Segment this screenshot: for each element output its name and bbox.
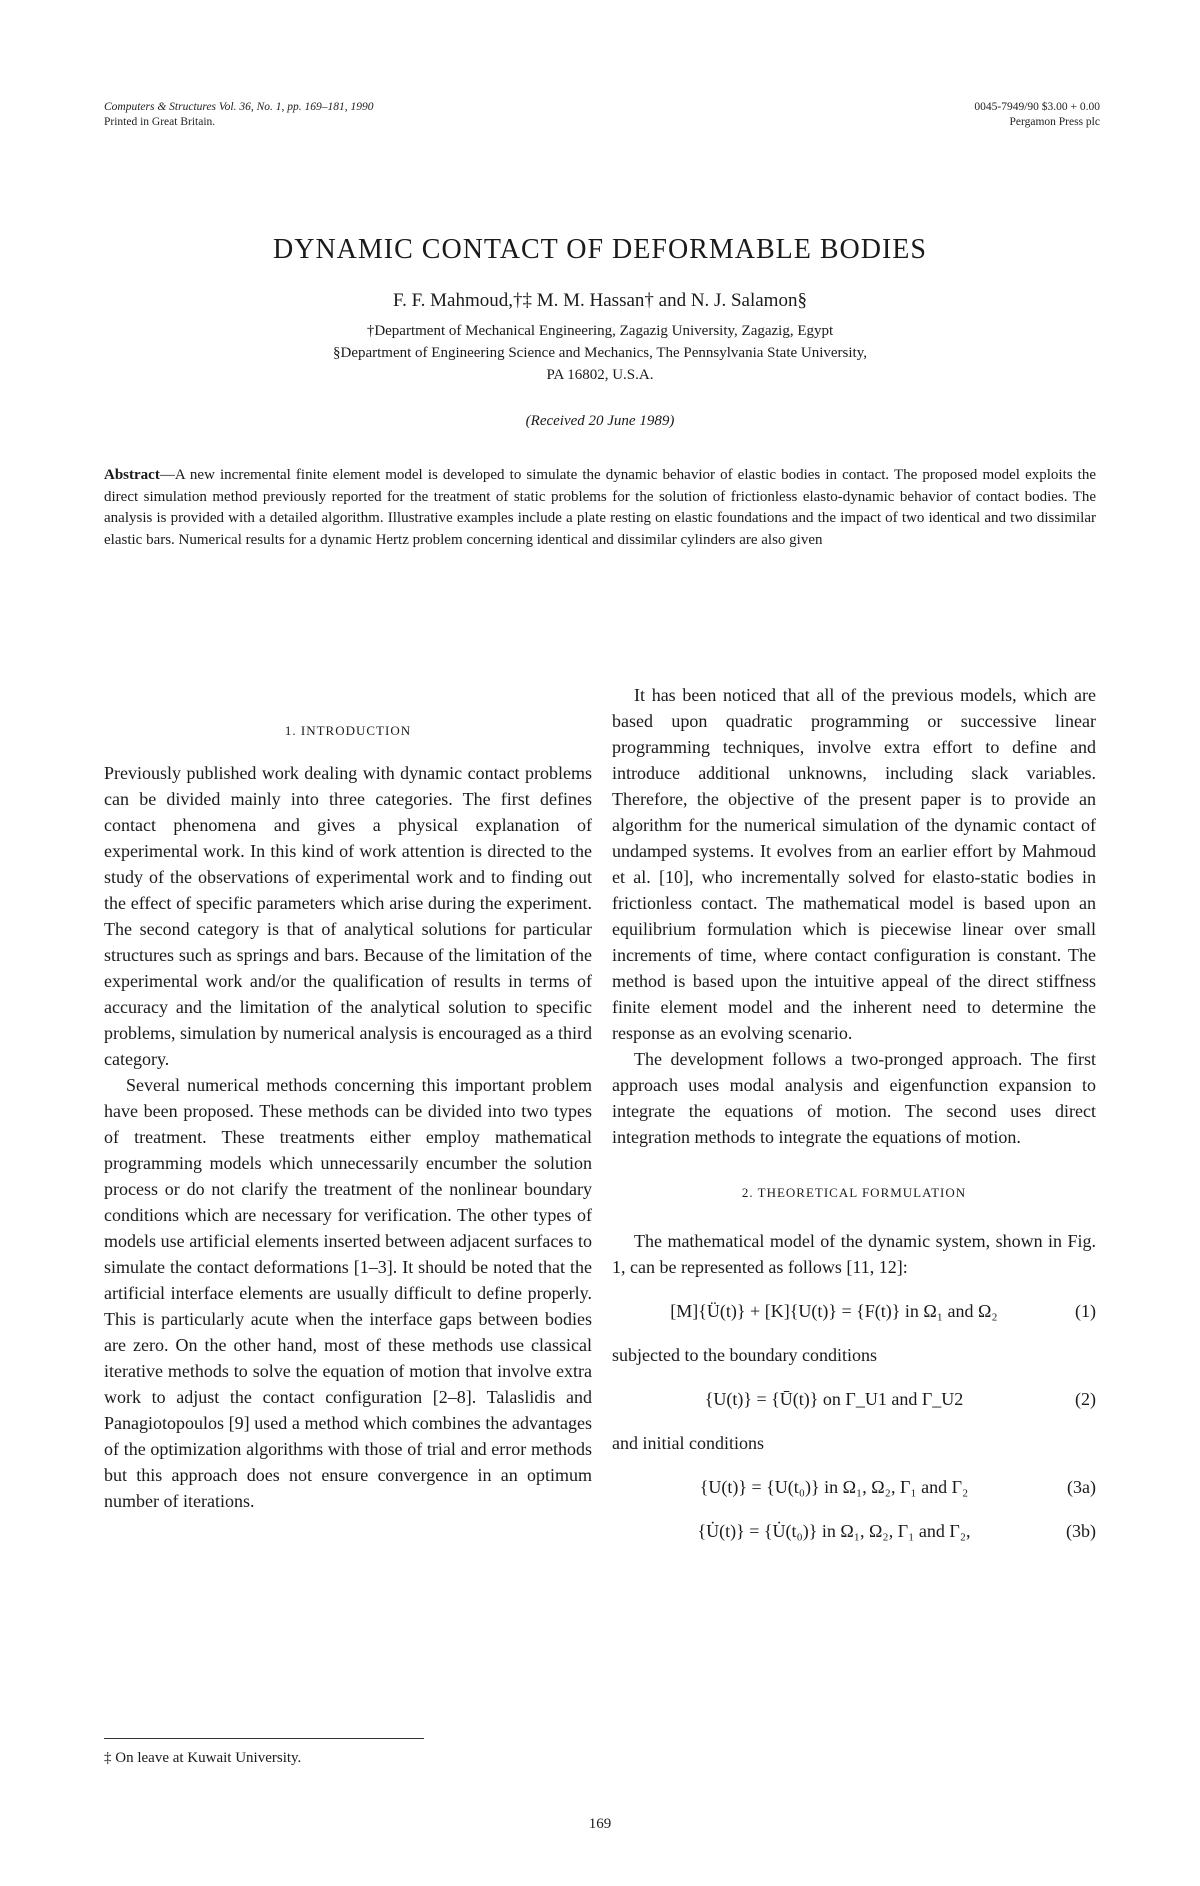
journal-citation: Computers & Structures Vol. 36, No. 1, pp. 169–181, 1990 [104,101,374,113]
equation-1 [612,1298,1096,1324]
paper-title: DYNAMIC CONTACT OF DEFORMABLE BODIES [273,234,927,265]
affiliation-1: †Department of Mechanical Engineering, Zagazig University, Zagazig, Egypt [366,323,834,339]
formulation-paragraph-2: subjected to the boundary conditions [612,1345,877,1365]
intro-paragraph-4: The development follows a two-pronged approach. The first approach uses modal analysis and eigenfunction expansion to integrate the equations of motion. The second uses direct integration methods to integrate the equations of motion. [612,1049,1096,1147]
equation-3b [612,1518,1096,1544]
footnote-divider [104,1738,424,1739]
equation-3b-body: {U̇(t)} = {U̇(t₀)} in Ω₁, Ω₂, Γ₁ and Γ₂, [697,1521,971,1541]
publisher: Pergamon Press plc [1009,116,1100,128]
abstract [104,465,1096,551]
equation-3a [612,1474,1096,1500]
affiliations [0,320,1200,386]
formulation-paragraph-1: The mathematical model of the dynamic system, shown in Fig. 1, can be represented as follows [11, 12]: [612,1231,1096,1277]
intro-paragraph-3: It has been noticed that all of the previous models, which are based upon quadratic programming or successive linear programming techniques, involve extra effort to define and introduce additional unknowns, including slack variables. Therefore, the objective of the present paper is to provide an algorithm for the numerical simulation of the dynamic contact of undamped systems. It evolves from an earlier effort by Mahmoud et al. [10], who incrementally solved for elasto-static bodies in frictionless contact. The mathematical model is based upon an equilibrium formulation which is piecewise linear over small increments of time, where contact configuration is constant. The method is based upon the intuitive appeal of the direct stiffness finite element model and the inherent need to determine the response as an evolving scenario. [612,685,1096,1043]
received-date: (Received 20 June 1989) [525,413,675,429]
abstract-text: —A new incremental finite element model is developed to simulate the dynamic behavior of elastic bodies in contact. The proposed model exploits the direct simulation method previously reported for the treatment of static problems for the solution of frictionless elasto-dynamic behavior of contact bodies. The analysis is provided with a detailed algorithm. Illustrative examples include a plate resting on elastic foundations and the impact of two identical and two dissimilar elastic bars. Numerical results for a dynamic Hertz problem concerning identical and dissimilar cylinders are also given [104,467,1096,548]
section-2-heading: 2. THEORETICAL FORMULATION [741,1185,967,1200]
equation-1-number: (1) [1075,1301,1096,1321]
footnote: ‡ On leave at Kuwait University. [104,1750,302,1766]
equation-2-number: (2) [1075,1389,1096,1409]
equation-1-body: [M]{Ü(t)} + [K]{U(t)} = {F(t)} in Ω₁ and Ω₂ [670,1301,998,1321]
equation-2 [612,1386,1096,1412]
affiliation-2: §Department of Engineering Science and Mechanics, The Pennsylvania State University, [332,345,867,361]
printed-in: Printed in Great Britain. [104,116,216,128]
left-column [104,718,592,1514]
intro-paragraph-1: Previously published work dealing with dynamic contact problems can be divided mainly into three categories. The first defines contact phenomena and gives a physical explanation of experimental work. In this kind of work attention is directed to the study of the observations of experimental work and to finding out the effect of specific parameters which arise during the experiment. The second category is that of analytical solutions for particular structures such as springs and bars. Because of the limitation of the experimental work and/or the qualification of results in terms of accuracy and the limitation of the analytical solution to specific problems, simulation by numerical analysis is encouraged as a third category. [104,763,592,1069]
affiliation-3: PA 16802, U.S.A. [546,367,654,383]
formulation-paragraph-3: and initial conditions [612,1433,764,1453]
equation-3a-number: (3a) [1067,1477,1096,1497]
page-number: 169 [588,1816,612,1832]
issn: 0045-7949/90 $3.00 + 0.00 [974,101,1100,113]
section-1-heading: 1. INTRODUCTION [284,723,412,738]
running-header-right [780,100,1100,130]
intro-paragraph-2: Several numerical methods concerning this important problem have been proposed. These methods can be divided into two types of treatment. These treatments either employ mathematical programming models which unnecessarily encumber the solution process or do not clarify the treatment of the nonlinear boundary conditions which are necessary for verification. The other types of models use artificial elements inserted between adjacent surfaces to simulate the contact deformations [1–3]. It should be noted that the artificial interface elements are usually difficult to define properly. This is particularly acute when the interface gaps between bodies are zero. On the other hand, most of these methods use classical iterative methods to solve the equation of motion that involve extra work to adjust the contact configuration [2–8]. Talaslidis and Panagiotopoulos [9] used a method which combines the advantages of the optimization algorithms with those of trial and error methods but this approach does not ensure convergence in an optimum number of iterations. [104,1075,592,1511]
right-column [612,682,1096,1562]
abstract-label: Abstract [104,467,160,483]
equation-2-body: {U(t)} = {Ū(t)} on Γ_U1 and Γ_U2 [704,1389,964,1409]
equation-3b-number: (3b) [1066,1521,1096,1541]
equation-3a-body: {U(t)} = {U(t₀)} in Ω₁, Ω₂, Γ₁ and Γ₂ [699,1477,969,1497]
author-list: F. F. Mahmoud,†‡ M. M. Hassan† and N. J. Salamon§ [393,290,807,311]
running-header-left [104,100,524,130]
